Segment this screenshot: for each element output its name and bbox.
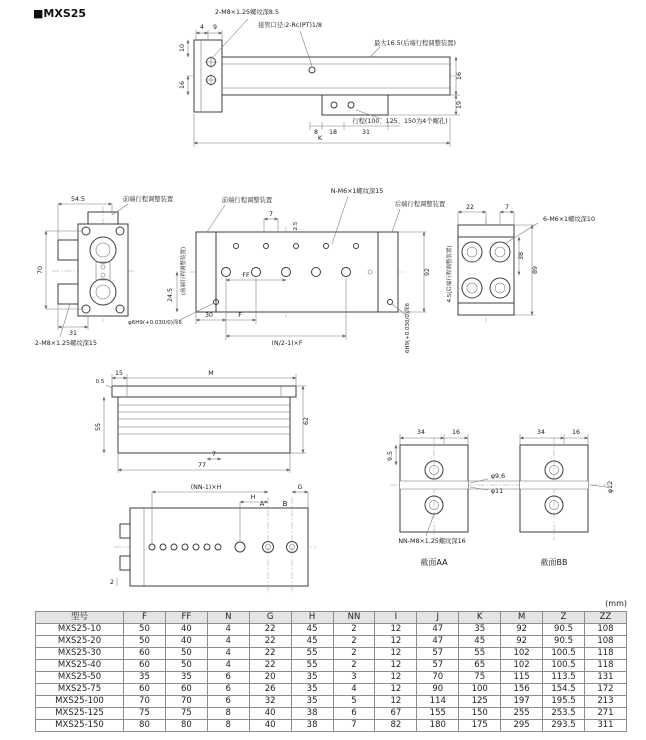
dim-label: 8	[313, 129, 319, 136]
dimension-cell: 4	[207, 648, 249, 660]
dimension-cell: 4	[333, 684, 375, 696]
rear-adjuster-note: 后端行程调整装置	[394, 201, 446, 208]
column-header: NN	[333, 612, 375, 624]
dimension-cell: 90.5	[543, 636, 585, 648]
section-aa-caption: 截面AA	[420, 558, 448, 567]
dimension-cell: 3	[333, 672, 375, 684]
dimension-cell: 60	[124, 648, 166, 660]
table-row	[36, 684, 627, 696]
dimension-cell: 92	[501, 624, 543, 636]
dim-label: 89	[532, 265, 539, 275]
dim-label: 19	[456, 100, 463, 110]
dim-label: 9.5	[387, 450, 394, 462]
dim-label: 24.5	[167, 287, 174, 303]
dimension-cell: 108	[584, 624, 626, 636]
plan-view-drawing	[128, 186, 446, 353]
dimension-cell: 118	[584, 648, 626, 660]
top-view-drawing	[179, 7, 463, 147]
slide-table-plate	[112, 386, 296, 397]
model-cell: MXS25-75	[36, 684, 124, 696]
hole-pitch-formula: (NN-1)×H	[190, 484, 222, 491]
dimension-cell: 197	[501, 696, 543, 708]
column-header: F	[124, 612, 166, 624]
dimension-cell: 65	[459, 660, 501, 672]
hole-layout-drawing	[110, 484, 316, 594]
dimension-cell: 150	[459, 708, 501, 720]
dimension-cell: 8	[207, 708, 249, 720]
dim-label: K	[317, 134, 323, 142]
dimension-cell: 156	[501, 684, 543, 696]
max-stroke-note: 最大16.5(后端行程调整装置)	[374, 40, 456, 47]
dimension-cell: 100	[459, 684, 501, 696]
thread-note: 6-M6×1螺纹深10	[543, 216, 595, 223]
pin-hole-note: φ6H9(+0.030/0)深6	[128, 320, 182, 326]
table-row	[36, 660, 627, 672]
dim-label: 7	[268, 211, 274, 218]
dimension-cell: 20	[249, 672, 291, 684]
dimension-cell: 255	[501, 708, 543, 720]
table-row	[36, 708, 627, 720]
dimension-cell: 92	[501, 636, 543, 648]
column-header: H	[291, 612, 333, 624]
dim-label: M	[208, 370, 214, 377]
table-side-view-drawing	[95, 370, 310, 473]
dimension-cell: 22	[249, 636, 291, 648]
slide-body-outline	[118, 397, 290, 453]
dimension-cell: 57	[417, 648, 459, 660]
dimension-cell: 253.5	[543, 708, 585, 720]
dimension-cell: 195.5	[543, 696, 585, 708]
dimension-cell: 293.5	[543, 720, 585, 732]
dimension-cell: 102	[501, 648, 543, 660]
port-note: 接管口径:2-Rc(PT)1/8	[257, 22, 323, 29]
dimension-cell: 22	[249, 624, 291, 636]
dimension-cell: 55	[459, 648, 501, 660]
dim-label: FF	[242, 272, 250, 279]
dimension-cell: 7	[333, 720, 375, 732]
dimension-cell: 295	[501, 720, 543, 732]
column-header: M	[501, 612, 543, 624]
dimension-cell: 35	[291, 696, 333, 708]
dim-label: H	[250, 494, 256, 501]
model-cell: MXS25-10	[36, 624, 124, 636]
dim-label: 55	[95, 422, 102, 432]
dim-label: 18	[328, 129, 338, 136]
dim-label: G	[297, 484, 303, 491]
model-cell: MXS25-50	[36, 672, 124, 684]
dimension-cell: 45	[459, 636, 501, 648]
dim-label: 2	[109, 579, 115, 586]
section-bb-caption: 截面BB	[540, 558, 568, 567]
dimension-cell: 12	[375, 696, 417, 708]
dimension-cell: 70	[165, 696, 207, 708]
dimension-cell: 12	[375, 660, 417, 672]
dim-label: 9	[212, 24, 218, 31]
model-cell: MXS25-100	[36, 696, 124, 708]
cylinder-body-outline	[222, 57, 450, 95]
dimension-cell: 175	[459, 720, 501, 732]
dim-label: 34	[536, 429, 546, 436]
dimension-cell: 38	[291, 720, 333, 732]
thread-note: 2-M8×1.25螺纹深8.5	[215, 9, 279, 16]
dimension-cell: 57	[417, 660, 459, 672]
table-body	[36, 624, 627, 732]
dimension-cell: 90.5	[543, 624, 585, 636]
dimension-cell: 40	[165, 636, 207, 648]
dimension-cell: 60	[124, 684, 166, 696]
dimension-cell: 38	[291, 708, 333, 720]
dimension-cell: 35	[291, 672, 333, 684]
front-adjuster-note: 前端行程调整装置	[122, 196, 174, 203]
diameter-label: φ11	[490, 488, 504, 495]
dimension-cell: 60	[124, 660, 166, 672]
dimension-cell: 80	[165, 720, 207, 732]
thread-note: N-M6×1螺纹深15	[330, 188, 384, 195]
dimension-cell: 172	[584, 684, 626, 696]
dim-label: 15	[114, 370, 124, 377]
table-header-row	[36, 612, 627, 624]
dim-label: 34	[416, 429, 426, 436]
hole-pitch-formula: (N/2-1)×F	[271, 340, 303, 347]
dimension-cell: 155	[417, 708, 459, 720]
hole-layout-outline	[130, 508, 308, 586]
end-view-outline	[78, 224, 128, 316]
dim-label: 77	[197, 462, 207, 469]
dimension-cell: 75	[459, 672, 501, 684]
dimension-cell: 22	[249, 660, 291, 672]
dim-label: 0.5	[95, 379, 105, 385]
dim-label: 4	[199, 24, 205, 31]
dimension-cell: 26	[249, 684, 291, 696]
dim-label: F	[238, 312, 242, 319]
dimension-cell: 12	[375, 636, 417, 648]
rear-adjuster-note: 4.5(后端行程调整装置)	[447, 245, 453, 303]
dimension-cell: 40	[165, 624, 207, 636]
front-adjuster-side-note: (前端行程调整装置)	[181, 246, 187, 296]
dimension-cell: 213	[584, 696, 626, 708]
dimension-table-section	[35, 611, 627, 732]
diameter-label: φ12	[607, 480, 614, 494]
dimension-cell: 180	[417, 720, 459, 732]
dimension-cell: 45	[291, 624, 333, 636]
table-row	[36, 648, 627, 660]
column-header: J	[417, 612, 459, 624]
front-adjuster-note: 前端行程调整装置	[221, 197, 273, 204]
dimension-cell: 115	[501, 672, 543, 684]
thread-note: NN-M8×1.25螺纹深16	[398, 538, 466, 545]
dim-label: 38	[518, 251, 525, 261]
dim-label: 16	[451, 429, 461, 436]
dim-label: 31	[68, 330, 78, 337]
dimension-cell: 100.5	[543, 660, 585, 672]
dim-label: 7	[211, 451, 217, 458]
dimension-cell: 131	[584, 672, 626, 684]
dimension-cell: 35	[124, 672, 166, 684]
model-cell: MXS25-30	[36, 648, 124, 660]
dimension-cell: 32	[249, 696, 291, 708]
dim-label: 10	[179, 43, 186, 53]
dimension-cell: 55	[291, 648, 333, 660]
model-cell: MXS25-125	[36, 708, 124, 720]
dimension-cell: 6	[207, 684, 249, 696]
dim-label: 7	[504, 204, 510, 211]
dim-label: 30	[204, 312, 214, 319]
dimension-cell: 45	[291, 636, 333, 648]
table-row	[36, 624, 627, 636]
dimension-cell: 6	[207, 672, 249, 684]
right-side-view-drawing	[445, 204, 595, 322]
adjuster-block-outline	[322, 95, 388, 115]
dimension-cell: 6	[207, 696, 249, 708]
dimension-cell: 271	[584, 708, 626, 720]
dimension-cell: 154.5	[543, 684, 585, 696]
dim-label: 16	[179, 80, 186, 90]
dimension-cell: 40	[249, 708, 291, 720]
table-row	[36, 720, 627, 732]
dimension-cell: 67	[375, 708, 417, 720]
dimension-cell: 2	[333, 660, 375, 672]
dimension-cell: 35	[165, 672, 207, 684]
dimension-cell: 2	[333, 636, 375, 648]
dimension-cell: 22	[249, 648, 291, 660]
dimension-cell: 113.5	[543, 672, 585, 684]
dim-label: 62	[303, 416, 310, 426]
dimension-cell: 12	[375, 624, 417, 636]
dimension-cell: 4	[207, 624, 249, 636]
dim-label: 92	[424, 267, 431, 277]
table-row	[36, 672, 627, 684]
dimension-cell: 60	[165, 684, 207, 696]
dim-label: 22	[465, 204, 475, 211]
dimension-cell: 2	[333, 648, 375, 660]
dimension-cell: 35	[291, 684, 333, 696]
dimension-cell: 118	[584, 660, 626, 672]
dimension-cell: 114	[417, 696, 459, 708]
column-header: FF	[165, 612, 207, 624]
unit-note: (mm)	[605, 599, 627, 608]
dimension-cell: 2	[333, 624, 375, 636]
dimension-cell: 311	[584, 720, 626, 732]
model-cell: MXS25-150	[36, 720, 124, 732]
dim-label: 54.5	[70, 196, 86, 203]
model-cell: MXS25-20	[36, 636, 124, 648]
dimension-cell: 12	[375, 648, 417, 660]
dimension-cell: 35	[459, 624, 501, 636]
column-header: I	[375, 612, 417, 624]
diameter-label: φ9.6	[490, 473, 506, 480]
dimension-cell: 12	[375, 672, 417, 684]
dimension-cell: 55	[291, 660, 333, 672]
column-header: G	[249, 612, 291, 624]
dimension-cell: 75	[165, 708, 207, 720]
dimension-cell: 50	[165, 648, 207, 660]
dimension-cell: 6	[333, 708, 375, 720]
dim-label: 31	[361, 129, 371, 136]
dimension-cell: 80	[124, 720, 166, 732]
dim-label: 2.5	[293, 221, 299, 231]
dimension-cell: 70	[124, 696, 166, 708]
dimension-cell: 50	[124, 636, 166, 648]
dimension-cell: 70	[417, 672, 459, 684]
dimension-cell: 125	[459, 696, 501, 708]
dim-label: 70	[37, 265, 44, 275]
right-view-outline	[458, 225, 514, 315]
dimension-cell: 47	[417, 624, 459, 636]
dimension-cell: 100.5	[543, 648, 585, 660]
sections-drawing	[387, 429, 616, 567]
column-header: 型号	[36, 612, 124, 624]
dimension-cell: 50	[165, 660, 207, 672]
dimension-cell: 47	[417, 636, 459, 648]
stroke-holes-note: 行程(100、125、150为4个螺孔)	[352, 118, 448, 125]
thread-note: 2-M8×1.25螺纹深15	[35, 340, 97, 347]
table-row	[36, 696, 627, 708]
column-header: N	[207, 612, 249, 624]
dimension-cell: 90	[417, 684, 459, 696]
page-title: ■MXS25	[33, 7, 87, 20]
section-b-marker: B	[282, 500, 288, 508]
dim-label: 16	[456, 71, 463, 81]
dimension-cell: 4	[207, 660, 249, 672]
dimension-cell: 108	[584, 636, 626, 648]
dimension-cell: 5	[333, 696, 375, 708]
dimension-cell: 8	[207, 720, 249, 732]
dimension-cell: 50	[124, 624, 166, 636]
dimension-cell: 12	[375, 684, 417, 696]
section-a-marker: A	[259, 500, 265, 508]
dim-label: 16	[571, 429, 581, 436]
model-cell: MXS25-40	[36, 660, 124, 672]
dimension-cell: 75	[124, 708, 166, 720]
dimension-cell: 4	[207, 636, 249, 648]
dimension-table	[35, 611, 627, 732]
column-header: K	[459, 612, 501, 624]
pin-hole-note: 6H9(+0.030/0)深6	[405, 302, 411, 354]
table-row	[36, 636, 627, 648]
dimension-cell: 82	[375, 720, 417, 732]
column-header: ZZ	[584, 612, 626, 624]
dimension-cell: 40	[249, 720, 291, 732]
column-header: Z	[543, 612, 585, 624]
dimension-cell: 102	[501, 660, 543, 672]
